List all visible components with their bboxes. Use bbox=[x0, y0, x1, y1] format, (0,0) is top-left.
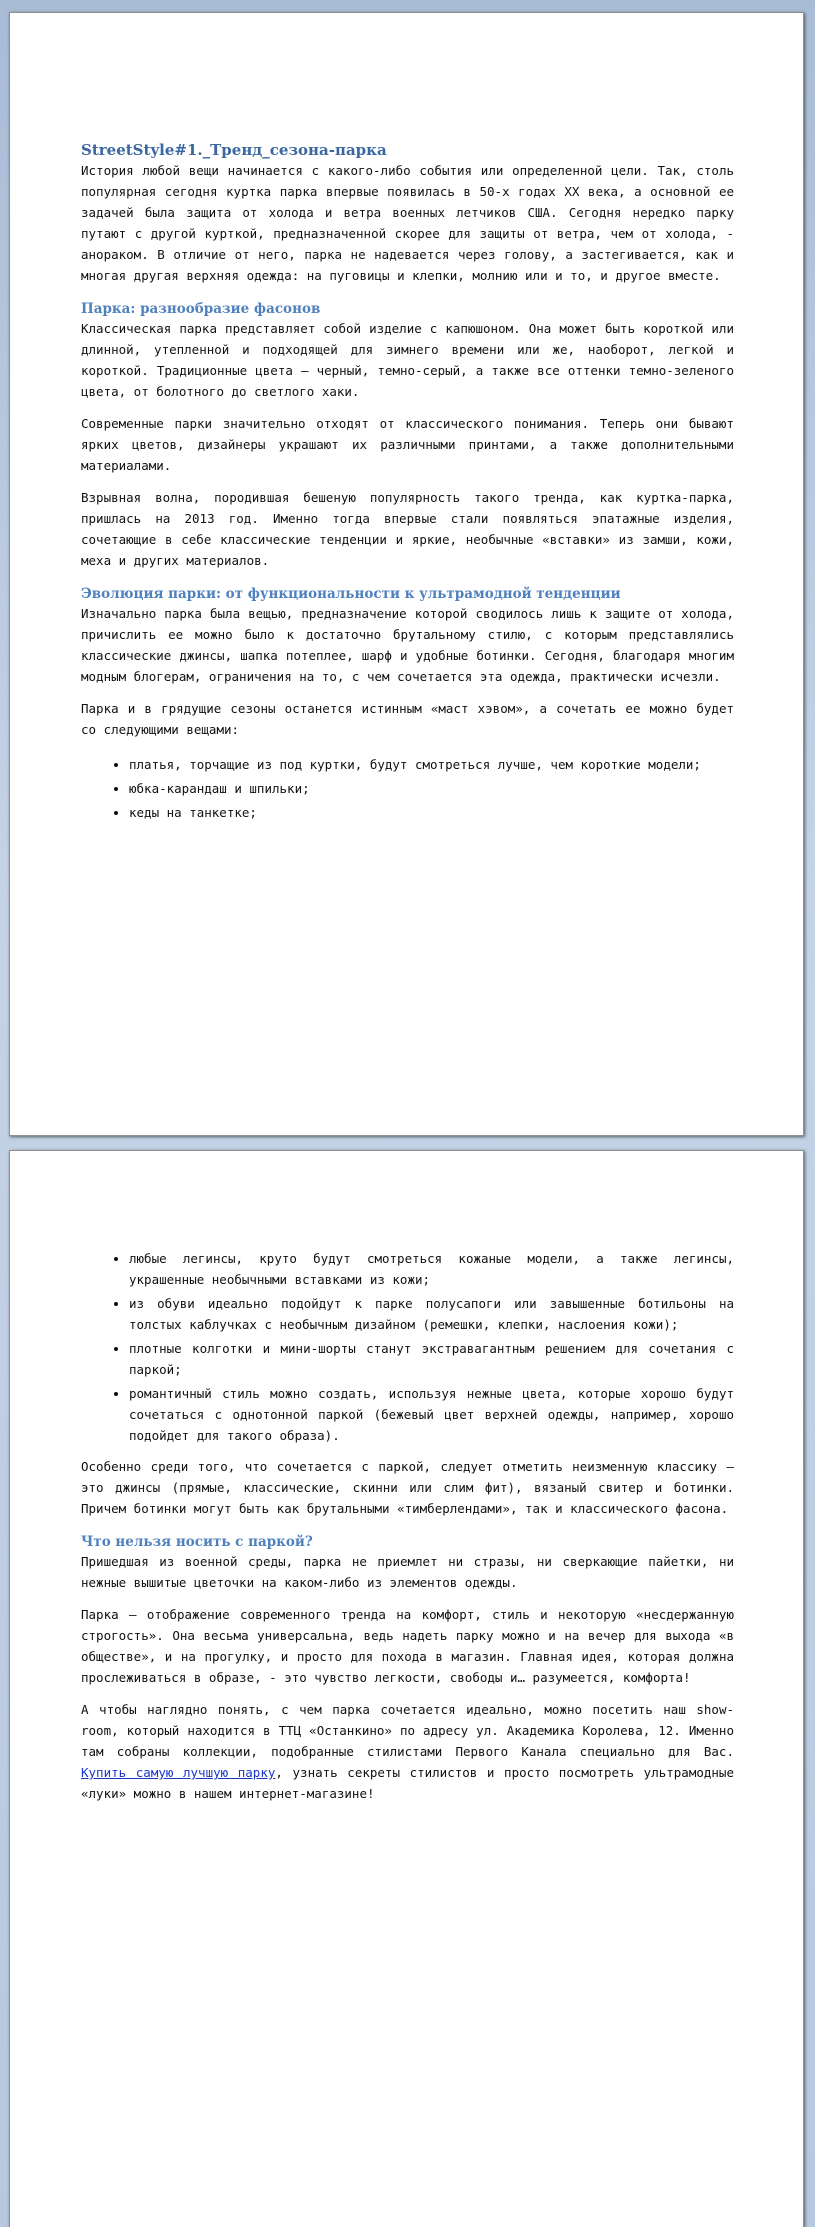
list-item: • юбка-карандаш и шпильки; bbox=[129, 778, 734, 799]
page-2-content bbox=[81, 1248, 734, 1815]
paragraph-classic-parka: Классическая парка представляет собой изделие с капюшоном. Она может быть короткой или длинной, утепленной и подходящей для зимнего времени или же, наоборот, легкой и короткой. Традиционные цвета – черный, темно-серый, а также все оттенки темно-зеленого цвета, от болотного до светлого хаки. bbox=[81, 321, 734, 399]
page-1-content bbox=[81, 141, 734, 833]
showroom-text-end: , узнать секреты стилистов и просто посмотреть ультрамодные «луки» можно в нашем интернет-магазине! bbox=[81, 1765, 734, 1801]
document-page-2 bbox=[9, 1150, 804, 2227]
paragraph-classic-combination: Особенно среди того, что сочетается с паркой, следует отметить неизменную классику – это джинсы (прямые, классические, скинни или слим фит), вязаный свитер и ботинки. Причем ботинки могут быть как брутальными «тимберлендами», так и классического фасона. bbox=[81, 1459, 734, 1516]
section-heading-evolution: Эволюция парки: от функциональности к ультрамодной тенденции bbox=[81, 586, 621, 602]
paragraph-modern-parka: Современные парки значительно отходят от классического понимания. Теперь они бывают ярких цветов, дизайнеры украшают их различными принтами, а также дополнительными материалами. bbox=[81, 416, 734, 473]
paragraph-evolution: Изначально парка была вещью, предназначение которой сводилось лишь к защите от холода, причислить ее можно было к достаточно брутальному стилю, с которым представлялись классические джинсы, шапка потеплее, шарф и удобные ботинки. Сегодня, благодаря многим модным блогерам, ограничения на то, с чем сочетается эта одежда, практически исчезли. bbox=[81, 606, 734, 684]
section-heading-dont-wear: Что нельзя носить с паркой? bbox=[81, 1534, 313, 1550]
intro-paragraph: История любой вещи начинается с какого-либо события или определенной цели. Так, столь популярная сегодня куртка парка впервые появилась в 50-х годах XX века, а основной ее задачей была защита от холода и ветра военных летчиков США. Сегодня нередко парку путают с другой курткой, предназначенной скорее для защиты от ветра, чем от холода, - анораком. В отличие от него, парка не надевается через голову, а застегивается, как и многая другая верхняя одежда: на пуговицы и клепки, молнию или и то, и другое вместе. bbox=[81, 163, 734, 283]
paragraph-trend-2013: Взрывная волна, породившая бешеную популярность такого тренда, как куртка-парка, пришлась на 2013 год. Именно тогда впервые стали появляться эпатажные изделия, сочетающие в себе классические тенденции и яркие, необычные «вставки» из замши, кожи, меха и других материалов. bbox=[81, 490, 734, 568]
combination-list-part-1 bbox=[81, 754, 734, 823]
list-item: • любые легинсы, круто будут смотреться кожаные модели, а также легинсы, украшенные необычными вставками из кожи; bbox=[129, 1248, 734, 1290]
buy-parka-link[interactable]: Купить самую лучшую парку bbox=[81, 1765, 276, 1780]
combination-list-part-2 bbox=[81, 1248, 734, 1446]
document-page-1 bbox=[9, 12, 804, 1136]
showroom-text: А чтобы наглядно понять, с чем парка сочетается идеально, можно посетить наш show-room, который находится в ТТЦ «Останкино» по адресу ул. Академика Королева, 12. Именно там собраны коллекции, подобранные стилистами Первого Канала специально для Вас. bbox=[81, 1702, 734, 1759]
list-item: • из обуви идеально подойдут к парке полусапоги или завышенные ботильоны на толстых каблучках с необычным дизайном (ремешки, клепки, наслоения кожи); bbox=[129, 1293, 734, 1335]
list-item: • кеды на танкетке; bbox=[129, 802, 734, 823]
list-item: • плотные колготки и мини-шорты станут экстравагантным решением для сочетания с паркой; bbox=[129, 1338, 734, 1380]
document-title: StreetStyle#1._Тренд_сезона-парка bbox=[81, 141, 387, 159]
list-item: • романтичный стиль можно создать, используя нежные цвета, которые хорошо будут сочетаться с однотонной паркой (бежевый цвет верхней одежды, например, хорошо подойдет для такого образа). bbox=[129, 1383, 734, 1446]
paragraph-showroom bbox=[81, 1699, 734, 1804]
list-item: • платья, торчащие из под куртки, будут смотреться лучше, чем короткие модели; bbox=[129, 754, 734, 775]
paragraph-combinations-intro: Парка и в грядущие сезоны останется истинным «маст хэвом», а сочетать ее можно будет со следующими вещами: bbox=[81, 701, 734, 737]
section-heading-styles: Парка: разнообразие фасонов bbox=[81, 301, 321, 317]
paragraph-military-origin: Пришедшая из военной среды, парка не приемлет ни стразы, ни сверкающие пайетки, ни нежные вышитые цветочки на каком-либо из элементов одежды. bbox=[81, 1554, 734, 1590]
paragraph-comfort: Парка – отображение современного тренда на комфорт, стиль и некоторую «несдержанную строгость». Она весьма универсальна, ведь надеть парку можно и на вечер для выхода «в обществе», и на прогулку, и просто для похода в магазин. Главная идея, которая должна прослеживаться в образе, - это чувство легкости, свободы и… разумеется, комфорта! bbox=[81, 1607, 734, 1685]
